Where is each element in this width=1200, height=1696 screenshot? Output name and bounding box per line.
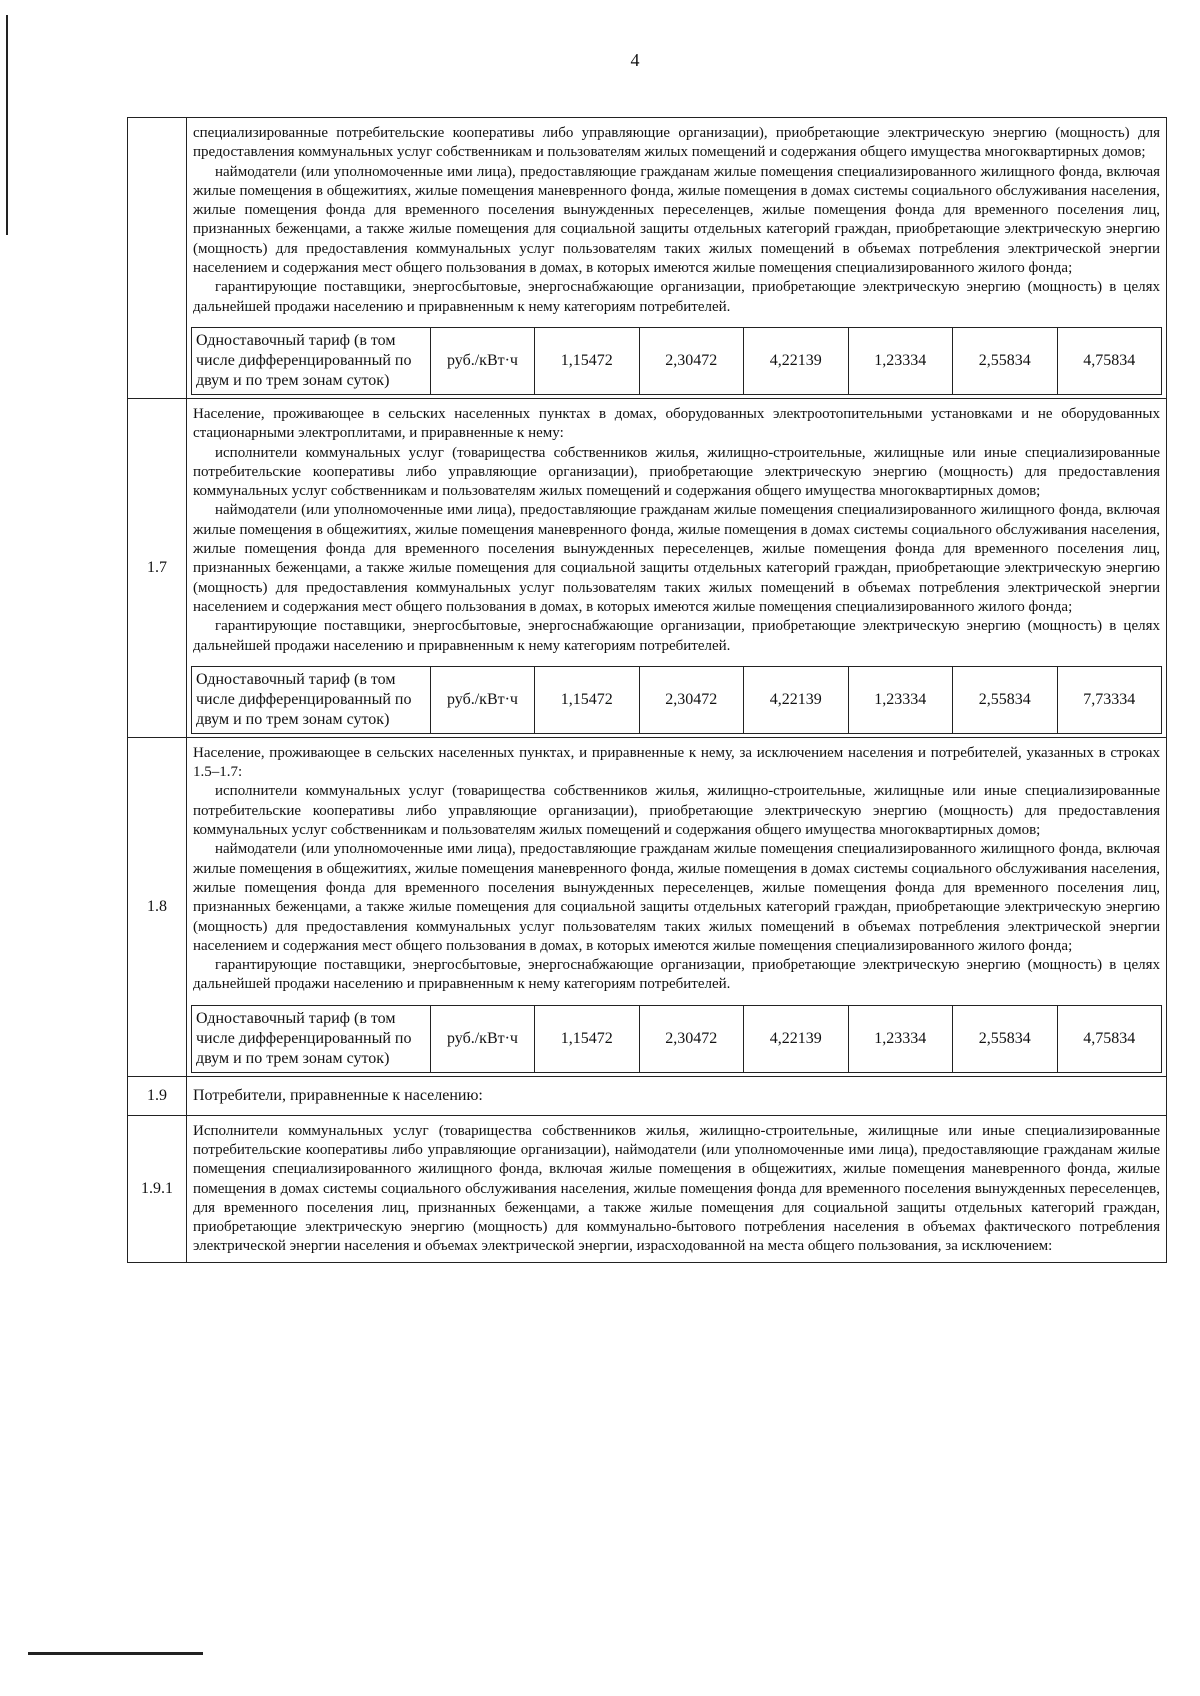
scan-edge-line: [6, 15, 8, 235]
tariff-value: 4,75834: [1057, 327, 1162, 394]
row-number: 1.7: [128, 398, 187, 737]
tariff-value: 4,75834: [1057, 1005, 1162, 1072]
row-content: [187, 118, 1167, 399]
row-content: [187, 737, 1167, 1076]
table-row-1-7: [128, 398, 1167, 737]
tariff-label: Одноставочный тариф (в том числе дифференцированный по двум и по трем зонам суток): [192, 666, 431, 733]
paragraph: гарантирующие поставщики, энергосбытовые, энергоснабжающие организации, приобретающие электрическую энергию (мощность) в целях дальнейшей продажи населению и приравненным к нему категориям потребителей.: [193, 279, 1160, 315]
row-number: 1.8: [128, 737, 187, 1076]
tariff-unit: руб./кВт·ч: [431, 666, 535, 733]
paragraph: исполнители коммунальных услуг (товарищества собственников жилья, жилищно-строительные, жилищные или иные специализированные потребительские кооперативы либо управляющие организации), приобретающие электрическую энергию (мощность) для предоставления коммунальных услуг собственникам и пользователям жилых помещений и содержания общего имущества многоквартирных домов;: [193, 783, 1160, 839]
tariff-value: 2,55834: [953, 327, 1058, 394]
row-content: [187, 398, 1167, 737]
tariff-value: 1,15472: [535, 666, 640, 733]
tariff-values-row: [192, 1005, 1162, 1072]
paragraph: гарантирующие поставщики, энергосбытовые, энергоснабжающие организации, приобретающие электрическую энергию (мощность) в целях дальнейшей продажи населению и приравненным к нему категориям потребителей.: [193, 957, 1160, 993]
paragraph: Население, проживающее в сельских населенных пунктах, и приравненные к нему, за исключением населения и потребителей, указанных в строках 1.5–1.7:: [193, 744, 1160, 781]
tariff-value: 4,22139: [744, 327, 849, 394]
tariff-value: 4,22139: [744, 666, 849, 733]
paragraph: специализированные потребительские кооперативы либо управляющие организации), приобретающие электрическую энергию (мощность) для предоставления коммунальных услуг собственникам и пользователям жилых помещений и содержания общего имущества многоквартирных домов;: [193, 125, 1160, 161]
paragraph: Население, проживающее в сельских населенных пунктах в домах, оборудованных электроотопительными установками и не оборудованных стационарными электроплитами, и приравненные к нему:: [193, 405, 1160, 442]
tariff-value: 1,15472: [535, 1005, 640, 1072]
tariff-value: 4,22139: [744, 1005, 849, 1072]
table-row-1-8: [128, 737, 1167, 1076]
tariff-label: Одноставочный тариф (в том числе дифференцированный по двум и по трем зонам суток): [192, 1005, 431, 1072]
row-number: 1.9: [128, 1076, 187, 1115]
row-description: Потребители, приравненные к населению:: [187, 1076, 1167, 1115]
scan-footer-line: [28, 1652, 203, 1655]
paragraph: гарантирующие поставщики, энергосбытовые, энергоснабжающие организации, приобретающие электрическую энергию (мощность) в целях дальнейшей продажи населению и приравненным к нему категориям потребителей.: [193, 618, 1160, 654]
row-description: [191, 403, 1162, 666]
page-number: 4: [630, 50, 640, 70]
row-description: [191, 122, 1162, 327]
tariff-values-table: [191, 666, 1162, 734]
tariff-table: [127, 117, 1167, 1263]
tariff-value: 7,73334: [1057, 666, 1162, 733]
paragraph: наймодатели (или уполномоченные ими лица), предоставляющие гражданам жилые помещения специализированного жилищного фонда, включая жилые помещения в общежитиях, жилые помещения маневренного фонда, жилые помещения в домах системы социального обслуживания населения, жилые помещения фонда для временного поселения вынужденных переселенцев, жилые помещения фонда для временного поселения лиц, признанных беженцами, а также жилые помещения для социальной защиты отдельных категорий граждан, приобретающие электрическую энергию (мощность) для предоставления коммунальных услуг пользователям таких жилых помещений в объемах потребления электрической энергии населением и содержания мест общего пользования в домах, в которых имеются жилые помещения специализированного жилого фонда;: [193, 502, 1160, 615]
paragraph: Исполнители коммунальных услуг (товарищества собственников жилья, жилищно-строительные, жилищные или иные специализированные потребительские кооперативы либо управляющие организации), наймодатели (или уполномоченные ими лица), предоставляющие гражданам жилые помещения специализированного жилищного фонда, включая жилые помещения в общежитиях, жилые помещения маневренного фонда, жилые помещения в домах системы социального обслуживания населения, жилые помещения фонда для временного поселения вынужденных переселенцев, для временного поселения лиц, признанных беженцами, а также жилые помещения для социальной защиты отдельных категорий граждан, приобретающие электрическую энергию (мощность) для коммунально-бытового потребления населения в объемах фактического потребления электрической энергии населения и объемах электрической энергии, израсходованной на места общего пользования, за исключением:: [193, 1122, 1160, 1255]
paragraph: наймодатели (или уполномоченные ими лица), предоставляющие гражданам жилые помещения специализированного жилищного фонда, включая жилые помещения в общежитиях, жилые помещения маневренного фонда, жилые помещения в домах системы социального обслуживания населения, жилые помещения фонда для временного поселения вынужденных переселенцев, жилые помещения фонда для временного поселения лиц, признанных беженцами, а также жилые помещения для социальной защиты отдельных категорий граждан, приобретающие электрическую энергию (мощность) для предоставления коммунальных услуг пользователям таких жилых помещений в объемах потребления электрической энергии населением и содержания мест общего пользования в домах, в которых имеются жилые помещения специализированного жилого фонда;: [193, 163, 1160, 277]
tariff-value: 1,15472: [535, 327, 640, 394]
tariff-values-table: [191, 1005, 1162, 1073]
tariff-value: 1,23334: [848, 666, 953, 733]
paragraph: исполнители коммунальных услуг (товарищества собственников жилья, жилищно-строительные, жилищные или иные специализированные потребительские кооперативы либо управляющие организации), приобретающие электрическую энергию (мощность) для предоставления коммунальных услуг собственникам и пользователям жилых помещений и содержания общего имущества многоквартирных домов;: [193, 444, 1160, 500]
tariff-value: 2,55834: [953, 666, 1058, 733]
tariff-value: 2,30472: [639, 666, 744, 733]
table-row-continuation: [128, 118, 1167, 399]
tariff-values-row: [192, 666, 1162, 733]
row-description: [191, 1120, 1162, 1259]
row-description: [191, 742, 1162, 1005]
tariff-values-row: [192, 327, 1162, 394]
tariff-value: 2,30472: [639, 1005, 744, 1072]
tariff-value: 1,23334: [848, 327, 953, 394]
table-row-1-9-1: [128, 1115, 1167, 1262]
tariff-unit: руб./кВт·ч: [431, 327, 535, 394]
row-number: 1.9.1: [128, 1115, 187, 1262]
table-row-1-9: [128, 1076, 1167, 1115]
tariff-value: 2,55834: [953, 1005, 1058, 1072]
row-number-empty: [128, 118, 187, 399]
paragraph: наймодатели (или уполномоченные ими лица), предоставляющие гражданам жилые помещения специализированного жилищного фонда, включая жилые помещения в общежитиях, жилые помещения маневренного фонда, жилые помещения в домах системы социального обслуживания населения, жилые помещения фонда для временного поселения вынужденных переселенцев, жилые помещения фонда для временного поселения лиц, признанных беженцами, а также жилые помещения для социальной защиты отдельных категорий граждан, приобретающие электрическую энергию (мощность) для предоставления коммунальных услуг пользователям таких жилых помещений в объемах потребления электрической энергии населением и содержания мест общего пользования в домах, в которых имеются жилые помещения специализированного жилого фонда;: [193, 841, 1160, 954]
tariff-label: Одноставочный тариф (в том числе дифференцированный по двум и по трем зонам суток): [192, 327, 431, 394]
tariff-value: 2,30472: [639, 327, 744, 394]
tariff-values-table: [191, 327, 1162, 395]
tariff-value: 1,23334: [848, 1005, 953, 1072]
row-content: [187, 1115, 1167, 1262]
tariff-unit: руб./кВт·ч: [431, 1005, 535, 1072]
